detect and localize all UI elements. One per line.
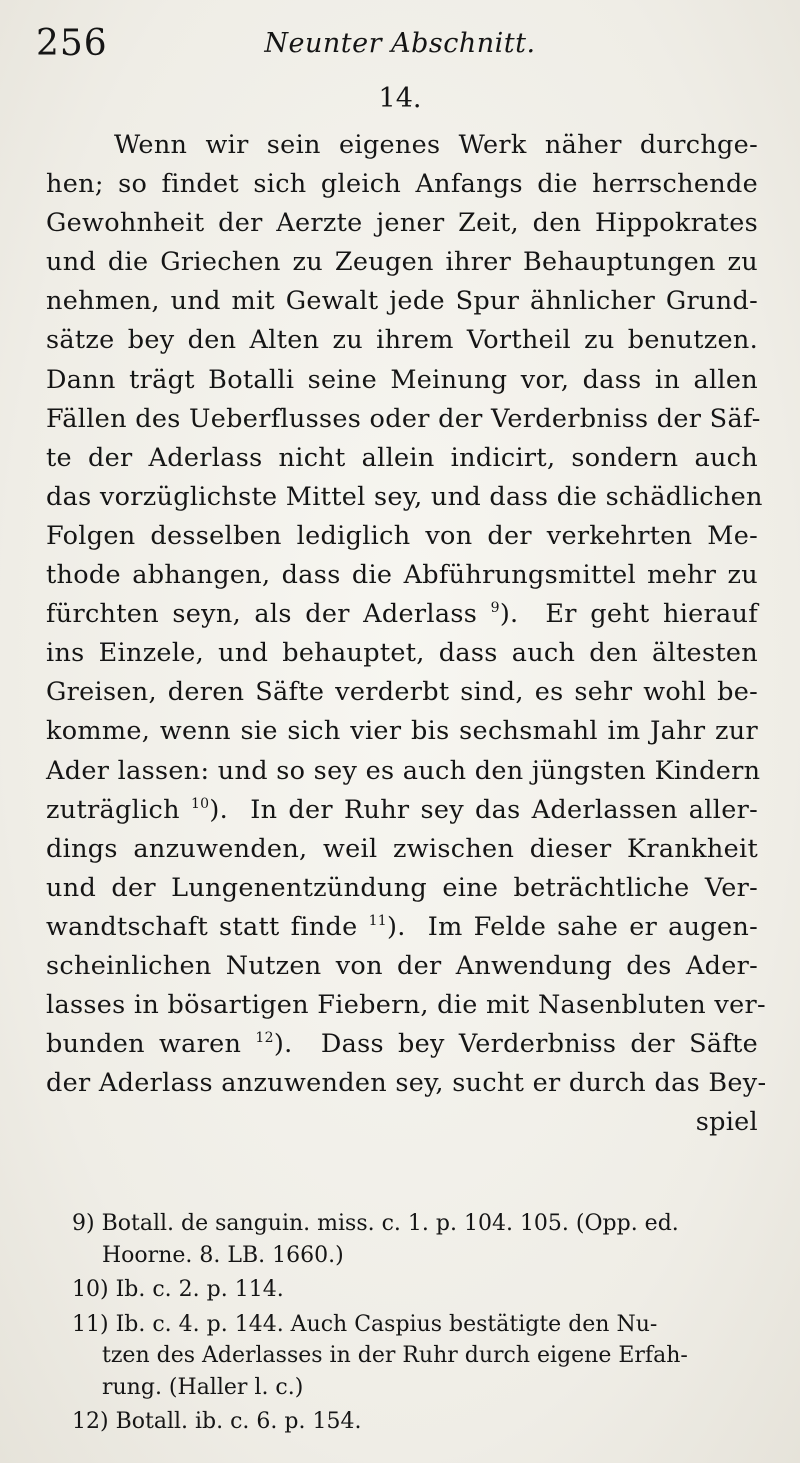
body-line: Greisen, deren Säfte verderbt sind, es sehr wohl be- [46,677,758,708]
body-line: ins Einzele, und behauptet, dass auch den ältesten [46,638,758,669]
body-line: Folgen desselben lediglich von der verkehrten Me- [46,520,758,551]
body-line: sätze bey den Alten zu ihrem Vortheil zu benutzen. [46,325,758,356]
footnote-9-continuation: Hoorne. 8. LB. 1660.) [102,1242,344,1268]
footnote-ref: 11 [368,913,388,930]
running-head: Neunter Abschnitt. [264,28,536,59]
footnote-11-continuation: tzen des Aderlasses in der Ruhr durch eigene Erfah- [102,1343,688,1368]
footnote-label: 9) [72,1211,95,1236]
body-text-segment: bunden waren [46,1029,242,1060]
body-text-segment: wandtschaft statt finde [46,911,358,942]
body-line-with-note: fürchten seyn, als der Aderlass $^9$). Er geht hierauf [46,599,758,630]
footnote-11 [72,1309,758,1341]
body-line: te der Aderlass nicht allein indicirt, sondern auch [46,442,758,473]
body-line: Ader lassen: und so sey es auch den jüngsten Kindern [46,755,761,786]
body-line-with-note: zuträglich $^{10}$). In der Ruhr sey das Aderlassen aller- [46,794,759,825]
footnote-label: 11) [72,1311,109,1337]
footnotes [72,1208,758,1438]
footnote-text: Botall. de sanguin. miss. c. 1. p. 104. 105. (Opp. ed. [101,1211,679,1236]
body-line: nehmen, und mit Gewalt jede Spur ähnlicher Grund- [46,286,758,317]
body-line: scheinlichen Nutzen von der Anwendung des Ader- [46,950,758,981]
footnote-10 [72,1274,758,1306]
footnote-label: 10) [72,1277,109,1302]
body-line: komme, wenn sie sich vier bis sechsmahl im Jahr zur [46,716,758,747]
body-text-segment: Im Felde sahe er augen- [427,911,758,942]
body-line: Gewohnheit der Aerzte jener Zeit, den Hippokrates [46,208,758,239]
body-text [46,126,767,1142]
body-line: der Aderlass anzuwenden sey, sucht er durch das Bey- [46,1068,767,1099]
body-line: und die Griechen zu Zeugen ihrer Behauptungen zu [46,247,758,278]
footnote-9 [72,1208,758,1240]
page-number: 256 [36,23,108,64]
body-text-segment: zuträglich [46,794,180,825]
footnote-text: Botall. ib. c. 6. p. 154. [115,1409,362,1434]
body-line: thode abhangen, dass die Abführungsmittel mehr zu [46,560,758,591]
body-text-segment: fürchten seyn, als der Aderlass [46,599,478,630]
body-text-segment: In der Ruhr sey das Aderlassen aller- [250,794,759,825]
body-line: Fällen des Ueberflusses oder der Verderbniss der Säf- [46,403,761,434]
page-header [36,20,764,68]
footnote-ref: 12 [255,1030,274,1047]
body-line: Dann trägt Botalli seine Meinung vor, dass in allen [46,364,758,395]
footnote-ref: 10 [190,795,210,812]
body-line: hen; so findet sich gleich Anfangs die herrschende [46,169,758,200]
footnote-12 [72,1406,758,1438]
body-line: lasses in bösartigen Fiebern, die mit Nasenbluten ver- [46,990,766,1021]
body-line: das vorzüglichste Mittel sey, und dass die schädlichen [46,481,763,512]
body-line-with-note: wandtschaft statt finde $^{11}$). Im Felde sahe er augen- [46,911,758,942]
catchword: spiel [695,1107,758,1138]
footnote-text: Ib. c. 2. p. 114. [115,1277,284,1302]
body-line: dings anzuwenden, weil zwischen dieser Krankheit [46,833,758,864]
section-number: 14. [378,83,422,114]
footnote-11-continuation: rung. (Haller l. c.) [102,1374,304,1400]
footnote-label: 12) [72,1409,109,1434]
body-line: und der Lungenentzündung eine beträchtliche Ver- [46,872,758,903]
footnote-ref: 9 [490,600,500,617]
body-line-with-note: bunden waren $^{12}$). Dass bey Verderbniss der Säfte [46,1029,759,1060]
body-line: Wenn wir sein eigenes Werk näher durchge- [114,130,758,160]
body-text-segment: Er geht hierauf [545,599,758,630]
body-text-segment: Dass bey Verderbniss der Säfte [320,1029,759,1060]
footnote-text: Ib. c. 4. p. 144. Auch Caspius bestätigte den Nu- [115,1311,658,1337]
